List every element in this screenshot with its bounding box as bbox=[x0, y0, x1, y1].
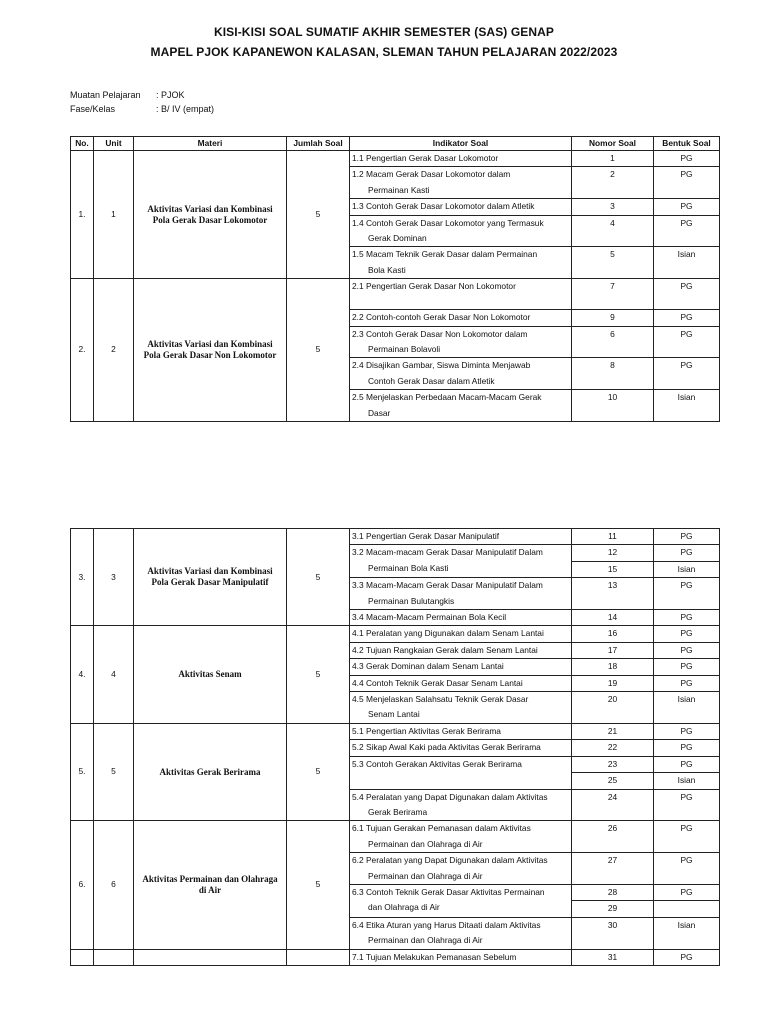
cell-jumlah-soal: 5 bbox=[287, 151, 350, 279]
header-nomor: Nomor Soal bbox=[572, 137, 654, 151]
cell-indikator bbox=[350, 390, 572, 422]
cell-bentuk-soal: PG bbox=[654, 358, 720, 390]
indikator-line: 4.3 Gerak Dominan dalam Senam Lantai bbox=[352, 661, 504, 672]
indikator-line: 7.1 Tujuan Melakukan Pemanasan Sebelum bbox=[352, 951, 517, 962]
cell-bentuk-soal: PG bbox=[654, 310, 720, 326]
cell-nomor-soal: 20 bbox=[572, 692, 654, 724]
cell-jumlah-soal: 5 bbox=[287, 626, 350, 723]
indikator-line: 3.2 Macam-macam Gerak Dasar Manipulatif Dalam bbox=[352, 547, 543, 558]
cell-materi bbox=[134, 949, 287, 965]
indikator-line: 1.5 Macam Teknik Gerak Dasar dalam Permainan bbox=[352, 249, 538, 260]
cell-bentuk-soal: PG bbox=[654, 675, 720, 691]
header-indikator: Indikator Soal bbox=[350, 137, 572, 151]
cell-bentuk-soal: Isian bbox=[654, 561, 720, 577]
cell-indikator bbox=[350, 723, 572, 739]
cell-indikator bbox=[350, 740, 572, 756]
cell-nomor-soal: 11 bbox=[572, 529, 654, 545]
cell-indikator bbox=[350, 215, 572, 247]
indikator-line: 4.4 Contoh Teknik Gerak Dasar Senam Lantai bbox=[352, 677, 523, 688]
cell-nomor-soal: 19 bbox=[572, 675, 654, 691]
cell-indikator bbox=[350, 949, 572, 965]
cell-materi: Aktivitas Variasi dan Kombinasi Pola Gerak Dasar Lokomotor bbox=[134, 151, 287, 279]
cell-indikator bbox=[350, 756, 572, 789]
cell-nomor-soal: 4 bbox=[572, 215, 654, 247]
cell-nomor-soal: 18 bbox=[572, 659, 654, 675]
cell-indikator bbox=[350, 626, 572, 642]
indikator-line: 6.1 Tujuan Gerakan Pemanasan dalam Aktivitas bbox=[352, 823, 531, 834]
indikator-line: 4.1 Peralatan yang Digunakan dalam Senam Lantai bbox=[352, 628, 544, 639]
indikator-line: 2.5 Menjelaskan Perbedaan Macam-Macam Gerak bbox=[352, 392, 542, 403]
table-row bbox=[71, 821, 720, 853]
cell-nomor-soal: 26 bbox=[572, 821, 654, 853]
indikator-line-continued: dan Olahraga di Air bbox=[368, 902, 440, 913]
cell-nomor-soal: 25 bbox=[572, 773, 654, 789]
table-header-row bbox=[71, 137, 720, 151]
indikator-line: 6.3 Contoh Teknik Gerak Dasar Aktivitas Permainan bbox=[352, 886, 545, 897]
indikator-line: 1.3 Contoh Gerak Dasar Lokomotor dalam Atletik bbox=[352, 201, 535, 212]
cell-bentuk-soal: PG bbox=[654, 279, 720, 310]
cell-unit bbox=[94, 949, 134, 965]
cell-bentuk-soal: PG bbox=[654, 821, 720, 853]
cell-indikator bbox=[350, 199, 572, 215]
table-body-page2 bbox=[71, 529, 720, 966]
cell-bentuk-soal: PG bbox=[654, 723, 720, 739]
cell-nomor-soal: 8 bbox=[572, 358, 654, 390]
indikator-line-continued: Permainan Bulutangkis bbox=[368, 595, 455, 606]
cell-jumlah-soal: 5 bbox=[287, 821, 350, 949]
cell-indikator bbox=[350, 358, 572, 390]
indikator-line-continued: Permainan dan Olahraga di Air bbox=[368, 935, 483, 946]
cell-bentuk-soal: PG bbox=[654, 853, 720, 885]
header-unit: Unit bbox=[94, 137, 134, 151]
table-row bbox=[71, 151, 720, 167]
indikator-line: 5.1 Pengertian Aktivitas Gerak Berirama bbox=[352, 725, 501, 736]
table-row bbox=[71, 626, 720, 642]
indikator-line: 2.2 Contoh-contoh Gerak Dasar Non Lokomotor bbox=[352, 312, 531, 323]
cell-nomor-soal: 15 bbox=[572, 561, 654, 577]
cell-unit: 4 bbox=[94, 626, 134, 723]
cell-bentuk-soal: PG bbox=[654, 884, 720, 900]
cell-nomor-soal: 21 bbox=[572, 723, 654, 739]
cell-jumlah-soal: 5 bbox=[287, 529, 350, 626]
cell-nomor-soal: 12 bbox=[572, 545, 654, 561]
table-row bbox=[71, 949, 720, 965]
cell-indikator bbox=[350, 610, 572, 626]
indikator-line-continued: Permainan Kasti bbox=[368, 184, 430, 195]
cell-jumlah-soal bbox=[287, 949, 350, 965]
cell-no: 3. bbox=[71, 529, 94, 626]
cell-indikator bbox=[350, 884, 572, 917]
cell-unit: 1 bbox=[94, 151, 134, 279]
cell-indikator bbox=[350, 821, 572, 853]
indikator-line-continued: Dasar bbox=[368, 407, 391, 418]
cell-unit: 6 bbox=[94, 821, 134, 949]
cell-nomor-soal: 22 bbox=[572, 740, 654, 756]
cell-indikator bbox=[350, 675, 572, 691]
meta-fase bbox=[70, 104, 214, 114]
indikator-line-continued: Bola Kasti bbox=[368, 264, 406, 275]
cell-jumlah-soal: 5 bbox=[287, 723, 350, 820]
indikator-line: 3.1 Pengertian Gerak Dasar Manipulatif bbox=[352, 531, 500, 541]
indikator-line: 2.1 Pengertian Gerak Dasar Non Lokomotor bbox=[352, 281, 516, 292]
cell-nomor-soal: 17 bbox=[572, 642, 654, 658]
cell-bentuk-soal: PG bbox=[654, 642, 720, 658]
cell-indikator bbox=[350, 545, 572, 578]
cell-indikator bbox=[350, 167, 572, 199]
cell-indikator bbox=[350, 917, 572, 949]
cell-unit: 2 bbox=[94, 279, 134, 422]
indikator-line: 1.2 Macam Gerak Dasar Lokomotor dalam bbox=[352, 169, 511, 180]
cell-materi: Aktivitas Senam bbox=[134, 626, 287, 723]
header-jumlah: Jumlah Soal bbox=[287, 137, 350, 151]
indikator-line: 5.4 Peralatan yang Dapat Digunakan dalam Aktivitas bbox=[352, 791, 548, 802]
indikator-line: 6.2 Peralatan yang Dapat Digunakan dalam Aktivitas bbox=[352, 855, 548, 866]
indikator-line-continued: Permainan Bolavoli bbox=[368, 344, 441, 355]
indikator-line: 3.3 Macam-Macam Gerak Dasar Manipulatif Dalam bbox=[352, 580, 543, 591]
indikator-line-continued: Gerak Berirama bbox=[368, 806, 428, 817]
cell-bentuk-soal: PG bbox=[654, 659, 720, 675]
cell-bentuk-soal: PG bbox=[654, 789, 720, 821]
cell-indikator bbox=[350, 151, 572, 167]
cell-unit: 5 bbox=[94, 723, 134, 820]
table-row bbox=[71, 279, 720, 310]
cell-nomor-soal: 23 bbox=[572, 756, 654, 772]
cell-bentuk-soal: PG bbox=[654, 740, 720, 756]
cell-indikator bbox=[350, 659, 572, 675]
table-row bbox=[71, 529, 720, 545]
cell-nomor-soal: 13 bbox=[572, 578, 654, 610]
cell-nomor-soal: 24 bbox=[572, 789, 654, 821]
cell-bentuk-soal: PG bbox=[654, 215, 720, 247]
indikator-line-continued: Permainan Bola Kasti bbox=[368, 562, 449, 573]
cell-materi: Aktivitas Variasi dan Kombinasi Pola Gerak Dasar Non Lokomotor bbox=[134, 279, 287, 422]
meta-fase-label: Fase/Kelas bbox=[70, 104, 116, 114]
cell-bentuk-soal: Isian bbox=[654, 692, 720, 724]
cell-nomor-soal: 7 bbox=[572, 279, 654, 310]
cell-materi: Aktivitas Variasi dan Kombinasi Pola Gerak Dasar Manipulatif bbox=[134, 529, 287, 626]
cell-bentuk-soal: PG bbox=[654, 578, 720, 610]
cell-nomor-soal: 5 bbox=[572, 247, 654, 279]
cell-bentuk-soal: PG bbox=[654, 949, 720, 965]
cell-nomor-soal: 28 bbox=[572, 884, 654, 900]
cell-bentuk-soal: PG bbox=[654, 199, 720, 215]
cell-bentuk-soal: PG bbox=[654, 626, 720, 642]
cell-indikator bbox=[350, 310, 572, 326]
cell-jumlah-soal: 5 bbox=[287, 279, 350, 422]
indikator-line: 4.5 Menjelaskan Salahsatu Teknik Gerak Dasar bbox=[352, 694, 529, 705]
cell-indikator bbox=[350, 853, 572, 885]
header-materi: Materi bbox=[134, 137, 287, 151]
cell-bentuk-soal: PG bbox=[654, 151, 720, 167]
kisi-table-page2 bbox=[70, 528, 720, 966]
cell-bentuk-soal: Isian bbox=[654, 247, 720, 279]
meta-muatan bbox=[70, 90, 185, 100]
cell-bentuk-soal: PG bbox=[654, 545, 720, 561]
cell-indikator bbox=[350, 529, 572, 545]
cell-nomor-soal: 31 bbox=[572, 949, 654, 965]
cell-indikator bbox=[350, 326, 572, 358]
meta-muatan-value: : PJOK bbox=[156, 90, 185, 100]
cell-bentuk-soal: PG bbox=[654, 167, 720, 199]
cell-no bbox=[71, 949, 94, 965]
table-body-page1 bbox=[71, 151, 720, 422]
cell-indikator bbox=[350, 578, 572, 610]
cell-indikator bbox=[350, 279, 572, 310]
cell-nomor-soal: 14 bbox=[572, 610, 654, 626]
cell-indikator bbox=[350, 789, 572, 821]
cell-no: 5. bbox=[71, 723, 94, 820]
kisi-table-page1 bbox=[70, 136, 720, 422]
cell-bentuk-soal: Isian bbox=[654, 390, 720, 422]
cell-bentuk-soal bbox=[654, 901, 720, 917]
cell-bentuk-soal: PG bbox=[654, 529, 720, 545]
cell-nomor-soal: 1 bbox=[572, 151, 654, 167]
cell-no: 1. bbox=[71, 151, 94, 279]
cell-nomor-soal: 27 bbox=[572, 853, 654, 885]
indikator-line: 2.3 Contoh Gerak Dasar Non Lokomotor dalam bbox=[352, 328, 528, 339]
cell-nomor-soal: 6 bbox=[572, 326, 654, 358]
indikator-line: 6.4 Etika Aturan yang Harus Ditaati dalam Aktivitas bbox=[352, 919, 541, 930]
cell-bentuk-soal: PG bbox=[654, 326, 720, 358]
cell-materi: Aktivitas Permainan dan Olahraga di Air bbox=[134, 821, 287, 949]
indikator-line-continued: Permainan dan Olahraga di Air bbox=[368, 870, 483, 881]
header-no: No. bbox=[71, 137, 94, 151]
cell-no: 2. bbox=[71, 279, 94, 422]
cell-indikator bbox=[350, 247, 572, 279]
meta-muatan-label: Muatan Pelajaran bbox=[70, 90, 141, 100]
indikator-line: 1.1 Pengertian Gerak Dasar Lokomotor bbox=[352, 153, 499, 163]
cell-no: 6. bbox=[71, 821, 94, 949]
cell-nomor-soal: 29 bbox=[572, 901, 654, 917]
meta-fase-value: : B/ IV (empat) bbox=[156, 104, 215, 114]
document-subtitle: MAPEL PJOK KAPANEWON KALASAN, SLEMAN TAHUN PELAJARAN 2022/2023 bbox=[150, 45, 618, 59]
cell-nomor-soal: 3 bbox=[572, 199, 654, 215]
cell-bentuk-soal: Isian bbox=[654, 917, 720, 949]
indikator-line-continued: Senam Lantai bbox=[368, 709, 420, 720]
cell-nomor-soal: 10 bbox=[572, 390, 654, 422]
cell-unit: 3 bbox=[94, 529, 134, 626]
document-title: KISI-KISI SOAL SUMATIF AKHIR SEMESTER (SAS) GENAP bbox=[213, 25, 555, 39]
cell-nomor-soal: 16 bbox=[572, 626, 654, 642]
cell-no: 4. bbox=[71, 626, 94, 723]
indikator-line: 2.4 Disajikan Gambar, Siswa Diminta Menjawab bbox=[352, 360, 531, 371]
cell-materi: Aktivitas Gerak Berirama bbox=[134, 723, 287, 820]
indikator-line: 5.2 Sikap Awal Kaki pada Aktivitas Gerak Berirama bbox=[352, 742, 541, 753]
indikator-line-continued: Contoh Gerak Dasar dalam Atletik bbox=[368, 375, 495, 386]
indikator-line-continued: Permainan dan Olahraga di Air bbox=[368, 838, 483, 849]
cell-nomor-soal: 9 bbox=[572, 310, 654, 326]
cell-indikator bbox=[350, 642, 572, 658]
cell-nomor-soal: 30 bbox=[572, 917, 654, 949]
indikator-line: 5.3 Contoh Gerakan Aktivitas Gerak Berirama bbox=[352, 758, 522, 769]
cell-bentuk-soal: Isian bbox=[654, 773, 720, 789]
indikator-line-continued: Gerak Dominan bbox=[368, 233, 427, 244]
indikator-line: 3.4 Macam-Macam Permainan Bola Kecil bbox=[352, 612, 507, 623]
cell-bentuk-soal: PG bbox=[654, 610, 720, 626]
header-bentuk: Bentuk Soal bbox=[654, 137, 720, 151]
indikator-line: 4.2 Tujuan Rangkaian Gerak dalam Senam Lantai bbox=[352, 644, 538, 655]
cell-indikator bbox=[350, 692, 572, 724]
indikator-line: 1.4 Contoh Gerak Dasar Lokomotor yang Termasuk bbox=[352, 217, 544, 228]
table-row bbox=[71, 723, 720, 739]
cell-nomor-soal: 2 bbox=[572, 167, 654, 199]
cell-bentuk-soal: PG bbox=[654, 756, 720, 772]
